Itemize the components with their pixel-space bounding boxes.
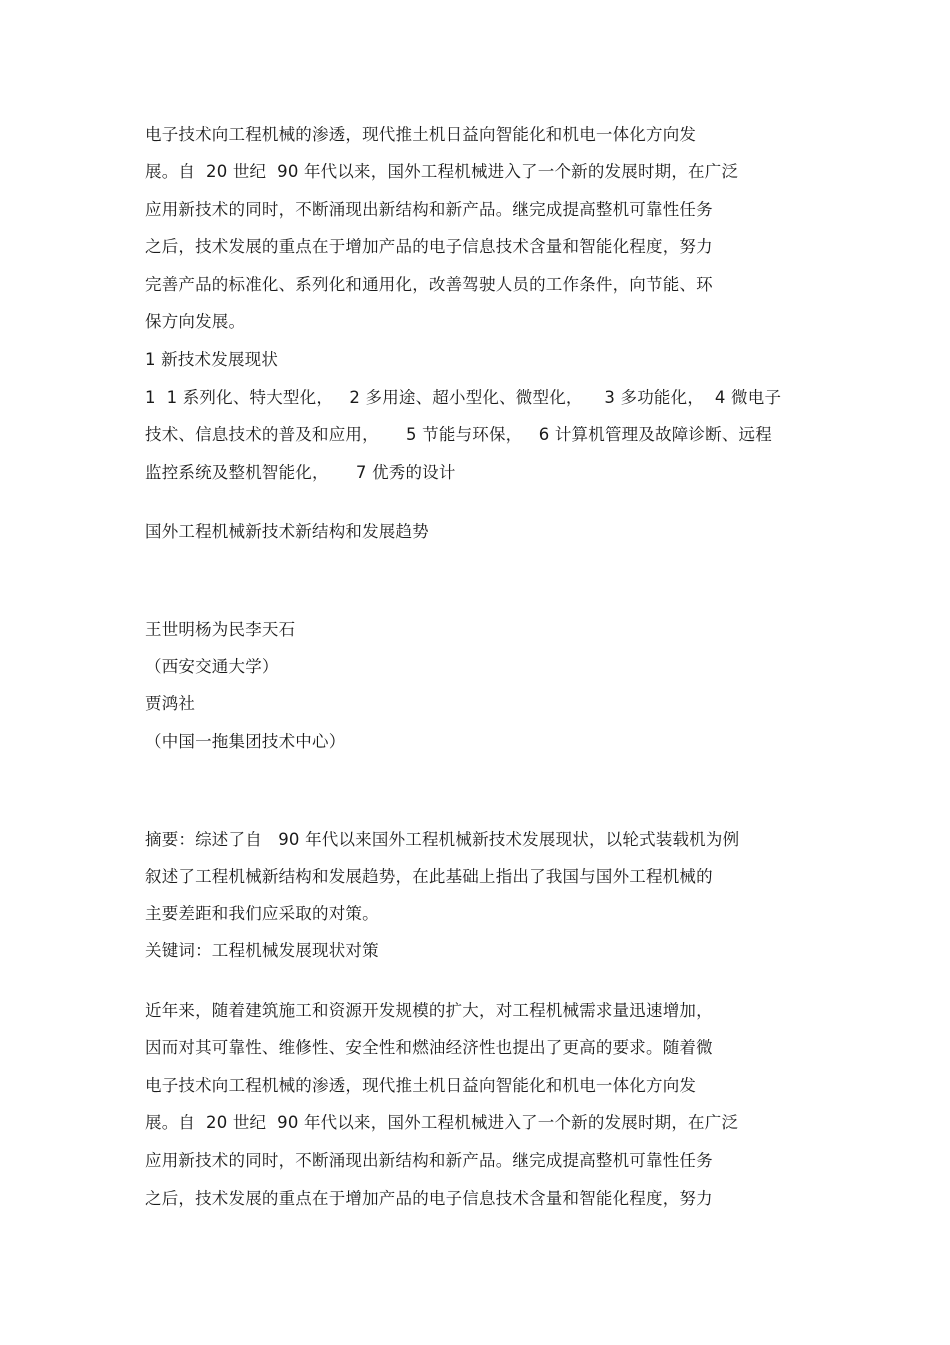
body-line: 电子技术向工程机械的渗透，现代推土机日益向智能化和机电一体化方向发	[145, 1076, 697, 1095]
intro-line: 完善产品的标准化、系列化和通用化，改善驾驶人员的工作条件，向节能、环	[145, 275, 713, 294]
author-affiliation: （中国一拖集团技术中心）	[145, 732, 346, 751]
keywords: 关键词：工程机械发展现状对策	[145, 941, 379, 960]
abstract-line: 摘要：综述了自 90 年代以来国外工程机械新技术发展现状，以轮式装载机为例	[145, 830, 740, 849]
list-line: 监控系统及整机智能化， 7 优秀的设计	[145, 463, 456, 482]
intro-line: 电子技术向工程机械的渗透，现代推土机日益向智能化和机电一体化方向发	[145, 125, 697, 144]
body-line: 展。自 20 世纪 90 年代以来，国外工程机械进入了一个新的发展时期，在广泛	[145, 1113, 739, 1132]
section-heading: 1 新技术发展现状	[145, 350, 279, 369]
intro-line: 应用新技术的同时，不断涌现出新结构和新产品。继完成提高整机可靠性任务	[145, 200, 713, 219]
article-title: 国外工程机械新技术新结构和发展趋势	[145, 522, 429, 541]
abstract-line: 主要差距和我们应采取的对策。	[145, 904, 379, 923]
author-line: 王世明杨为民李天石	[145, 620, 296, 639]
body-line: 近年来，随着建筑施工和资源开发规模的扩大，对工程机械需求量迅速增加，	[145, 1001, 713, 1020]
body-line: 之后，技术发展的重点在于增加产品的电子信息技术含量和智能化程度，努力	[145, 1189, 713, 1208]
intro-line: 展。自 20 世纪 90 年代以来，国外工程机械进入了一个新的发展时期，在广泛	[145, 162, 739, 181]
abstract-line: 叙述了工程机械新结构和发展趋势，在此基础上指出了我国与国外工程机械的	[145, 867, 713, 886]
intro-line: 之后，技术发展的重点在于增加产品的电子信息技术含量和智能化程度，努力	[145, 237, 713, 256]
intro-line: 保方向发展。	[145, 312, 246, 331]
author-line: 贾鸿社	[145, 694, 196, 713]
list-line: 1 1 系列化、特大型化， 2 多用途、超小型化、微型化， 3 多功能化， 4 微电子	[145, 388, 782, 407]
author-affiliation: （西安交通大学）	[145, 657, 279, 676]
list-line: 技术、信息技术的普及和应用， 5 节能与环保， 6 计算机管理及故障诊断、远程	[145, 425, 772, 444]
body-line: 因而对其可靠性、维修性、安全性和燃油经济性也提出了更高的要求。随着微	[145, 1038, 713, 1057]
body-line: 应用新技术的同时，不断涌现出新结构和新产品。继完成提高整机可靠性任务	[145, 1151, 713, 1170]
